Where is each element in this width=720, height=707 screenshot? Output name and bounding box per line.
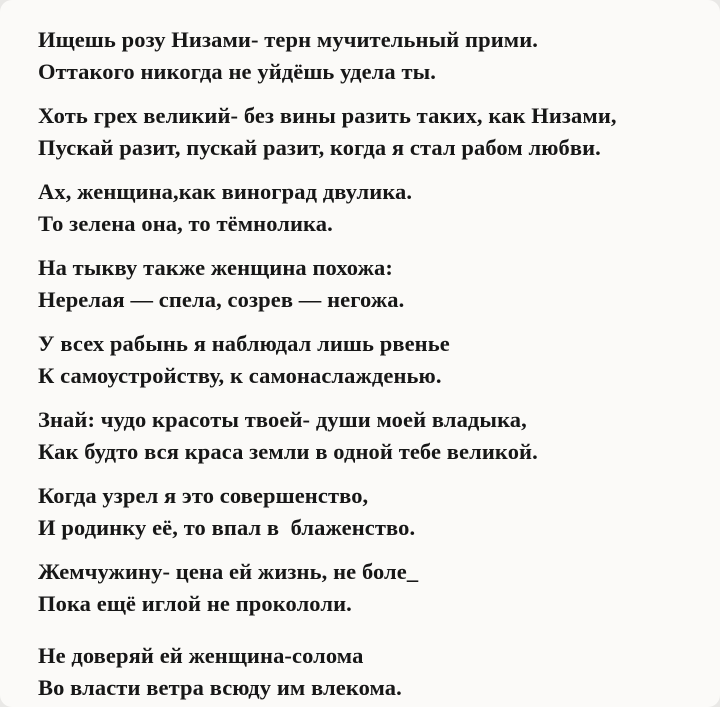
poem-line: Нерелая — спела, созрев — негожа. — [38, 287, 405, 312]
poem-line: К самоустройству, к самонаслажденью. — [38, 363, 442, 388]
poem-line: Когда узрел я это совершенство, — [38, 483, 369, 508]
poem-line: Не доверяй ей женщина-солома — [38, 643, 364, 668]
poem-stanza — [38, 404, 692, 468]
poem-line: То зелена она, то тёмнолика. — [38, 211, 333, 236]
poem-line: Оттакого никогда не уйдёшь удела ты. — [38, 59, 436, 84]
poem-line: На тыкву также женщина похожа: — [38, 255, 393, 280]
poem-stanza — [38, 556, 692, 620]
poem-text — [38, 24, 692, 704]
poem-stanza — [38, 640, 692, 704]
poem-stanza — [38, 24, 692, 88]
poem-line: Ах, женщина,как виноград двулика. — [38, 179, 413, 204]
poem-stanza — [38, 100, 692, 164]
poem-line: Хоть грех великий- без вины разить таких, как Низами, — [38, 103, 617, 128]
poem-line: Как будто вся краса земли в одной тебе великой. — [38, 439, 538, 464]
poem-stanza — [38, 328, 692, 392]
poem-stanza — [38, 480, 692, 544]
poem-line: Знай: чудо красоты твоей- души моей владыка, — [38, 407, 527, 432]
poem-line: И родинку её, то впал в блаженство. — [38, 515, 416, 540]
poem-line: Ищешь розу Низами- терн мучительный прими. — [38, 27, 538, 52]
poem-line: Во власти ветра всюду им влекома. — [38, 675, 402, 700]
poem-stanza — [38, 176, 692, 240]
poem-stanza — [38, 252, 692, 316]
poem-line: Пускай разит, пускай разит, когда я стал рабом любви. — [38, 135, 601, 160]
poem-line: У всех рабынь я наблюдал лишь рвенье — [38, 331, 450, 356]
poem-line: Пока ещё иглой не прокололи. — [38, 591, 352, 616]
poem-line: Жемчужину- цена ей жизнь, не боле_ — [38, 559, 419, 584]
